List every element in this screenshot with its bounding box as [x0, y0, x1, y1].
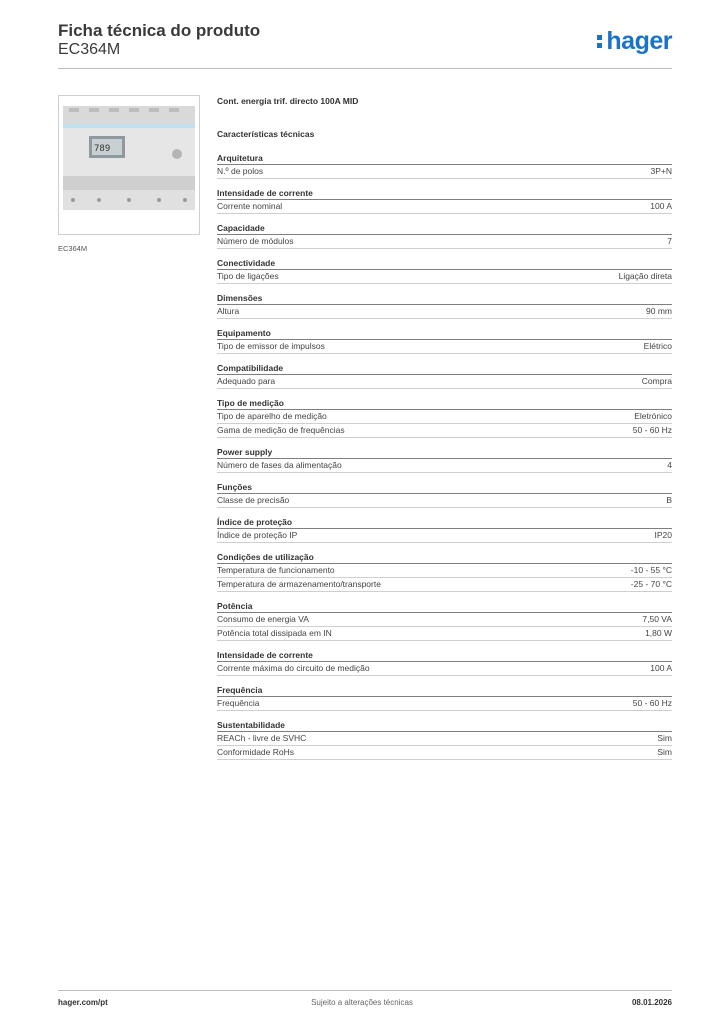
spec-row	[217, 409, 672, 424]
document-title: Ficha técnica do produto	[58, 21, 261, 40]
product-name: Cont. energia trif. directo 100A MID	[217, 96, 359, 106]
spec-row	[217, 374, 672, 389]
spec-group	[217, 719, 672, 760]
spec-label: Corrente máxima do circuito de medição	[217, 663, 370, 673]
spec-value: Elétrico	[643, 341, 672, 351]
spec-group-title: Conectividade	[217, 258, 276, 268]
logo-dots-icon	[597, 32, 603, 51]
spec-group	[217, 600, 672, 641]
spec-label: Consumo de energia VA	[217, 614, 309, 624]
spec-value: Sim	[657, 733, 672, 743]
spec-value: B	[666, 495, 672, 505]
spec-label: Temperatura de armazenamento/transporte	[217, 579, 381, 589]
spec-value: 50 - 60 Hz	[632, 698, 672, 708]
hager-logo	[597, 28, 672, 54]
spec-label: Gama de medição de frequências	[217, 425, 345, 435]
spec-label: Potência total dissipada em IN	[217, 628, 332, 638]
spec-label: Tipo de aparelho de medição	[217, 411, 327, 421]
section-title: Características técnicas	[217, 129, 315, 139]
spec-label: N.º de polos	[217, 166, 264, 176]
spec-row	[217, 661, 672, 676]
spec-group-title: Índice de proteção	[217, 517, 293, 527]
spec-group	[217, 446, 672, 473]
spec-group	[217, 481, 672, 508]
spec-label: Temperatura de funcionamento	[217, 565, 335, 575]
svg-text:789: 789	[94, 144, 111, 154]
spec-value: 7,50 VA	[642, 614, 672, 624]
spec-value: -25 - 70 °C	[630, 579, 672, 589]
spec-label: Conformidade RoHs	[217, 747, 295, 757]
spec-group-title: Tipo de medição	[217, 398, 284, 408]
spec-group	[217, 362, 672, 389]
spec-row	[217, 164, 672, 179]
spec-value: 1,80 W	[645, 628, 672, 638]
footer-date: 08.01.2026	[631, 998, 672, 1007]
spec-group	[217, 551, 672, 592]
spec-group-title: Intensidade de corrente	[217, 650, 313, 660]
footer-divider	[58, 990, 672, 991]
spec-group	[217, 292, 672, 319]
spec-group-title: Equipamento	[217, 328, 271, 338]
spec-group-title: Condições de utilização	[217, 552, 314, 562]
spec-group-title: Intensidade de corrente	[217, 188, 313, 198]
spec-label: REACh - livre de SVHC	[217, 733, 307, 743]
spec-row	[217, 493, 672, 508]
spec-label: Corrente nominal	[217, 201, 283, 211]
spec-label: Frequência	[217, 698, 260, 708]
spec-group-title: Funções	[217, 482, 252, 492]
document-header	[58, 22, 260, 60]
spec-value: Ligação direta	[618, 271, 672, 281]
spec-row	[217, 578, 672, 592]
energy-meter-illustration	[59, 96, 199, 234]
spec-row	[217, 424, 672, 438]
spec-value: 3P+N	[650, 166, 672, 176]
spec-group-title: Arquitetura	[217, 153, 263, 163]
header-divider	[58, 68, 672, 69]
spec-row	[217, 269, 672, 284]
spec-value: 100 A	[650, 201, 672, 211]
spec-value: 100 A	[650, 663, 672, 673]
product-code: EC364M	[58, 41, 121, 58]
spec-value: Sim	[657, 747, 672, 757]
spec-label: Tipo de emissor de impulsos	[217, 341, 325, 351]
spec-group-title: Dimensões	[217, 293, 263, 303]
spec-row	[217, 199, 672, 214]
spec-label: Classe de precisão	[217, 495, 290, 505]
spec-label: Altura	[217, 306, 240, 316]
spec-groups	[217, 152, 672, 760]
spec-row	[217, 458, 672, 473]
spec-row	[217, 234, 672, 249]
spec-value: 90 mm	[646, 306, 672, 316]
spec-value: Compra	[641, 376, 672, 386]
spec-content	[217, 96, 672, 768]
spec-group-title: Potência	[217, 601, 253, 611]
spec-group	[217, 187, 672, 214]
spec-group	[217, 222, 672, 249]
spec-group	[217, 152, 672, 179]
spec-label: Tipo de ligações	[217, 271, 279, 281]
logo-text: hager	[606, 27, 672, 55]
spec-value: -10 - 55 °C	[630, 565, 672, 575]
spec-row	[217, 528, 672, 543]
spec-group	[217, 397, 672, 438]
spec-row	[217, 627, 672, 641]
spec-value: IP20	[654, 530, 672, 540]
spec-group	[217, 257, 672, 284]
image-caption: EC364M	[58, 244, 88, 253]
spec-value: 7	[667, 236, 672, 246]
spec-group-title: Compatibilidade	[217, 363, 284, 373]
spec-label: Adequado para	[217, 376, 276, 386]
spec-row	[217, 746, 672, 760]
spec-group-title: Sustentabilidade	[217, 720, 286, 730]
spec-label: Número de módulos	[217, 236, 294, 246]
spec-value: 4	[667, 460, 672, 470]
spec-row	[217, 612, 672, 627]
spec-row	[217, 731, 672, 746]
spec-label: Número de fases da alimentação	[217, 460, 342, 470]
spec-row	[217, 696, 672, 711]
spec-value: 50 - 60 Hz	[632, 425, 672, 435]
spec-row	[217, 339, 672, 354]
footer-notice: Sujeito a alterações técnicas	[311, 998, 413, 1007]
spec-group	[217, 649, 672, 676]
spec-group-title: Capacidade	[217, 223, 265, 233]
spec-group	[217, 684, 672, 711]
spec-row	[217, 563, 672, 578]
spec-value: Eletrónico	[634, 411, 672, 421]
spec-group	[217, 327, 672, 354]
spec-group-title: Power supply	[217, 447, 273, 457]
product-image	[58, 95, 200, 235]
spec-row	[217, 304, 672, 319]
spec-group	[217, 516, 672, 543]
spec-group-title: Frequência	[217, 685, 263, 695]
spec-label: Índice de proteção IP	[217, 530, 298, 540]
footer-website-link[interactable]: hager.com/pt	[58, 998, 108, 1007]
